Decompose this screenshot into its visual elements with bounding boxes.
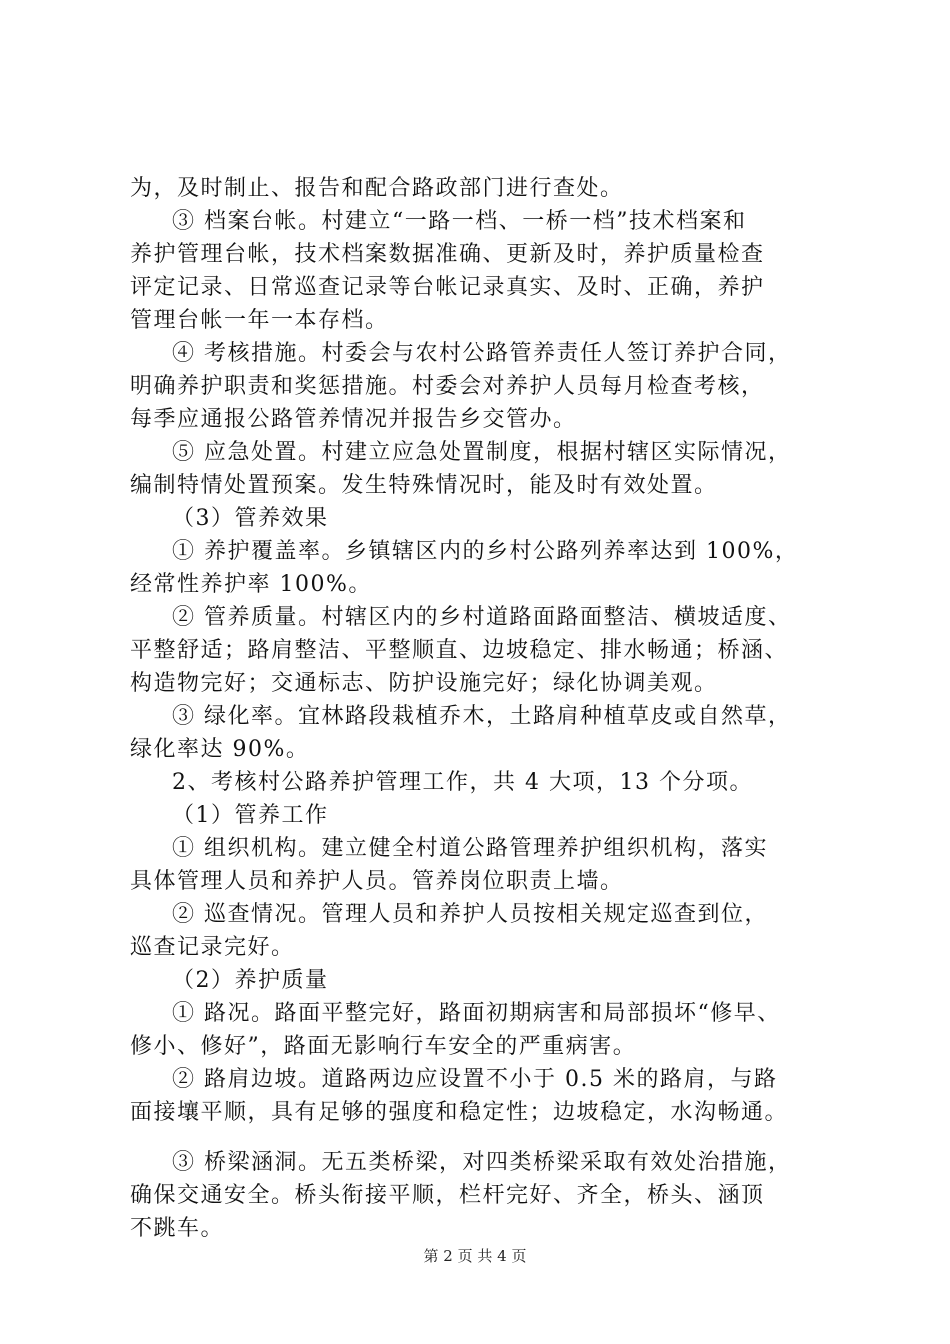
text-line: 绿化率达 90%。 [130, 737, 310, 762]
text-line: 2、考核村公路养护管理工作，共 4 大项，13 个分项。 [172, 770, 753, 795]
text-line: ② 路肩边坡。道路两边应设置不小于 0.5 米的路肩，与路 [172, 1067, 778, 1092]
text-line: 构造物完好；交通标志、防护设施完好；绿化协调美观。 [130, 671, 718, 696]
text-line: 平整舒适；路肩整洁、平整顺直、边坡稳定、排水畅通；桥涵、 [130, 638, 789, 663]
page-footer: 第 2 页 共 4 页 [423, 1247, 527, 1265]
text-line: ③ 桥梁涵洞。无五类桥梁，对四类桥梁采取有效处治措施， [172, 1150, 792, 1175]
text-line: ① 养护覆盖率。乡镇辖区内的乡村公路列养率达到 100%， [172, 539, 799, 564]
text-line: 编制特情处置预案。发生特殊情况时，能及时有效处置。 [130, 473, 718, 498]
text-line: 具体管理人员和养护人员。管养岗位职责上墙。 [130, 869, 624, 894]
text-line: 每季应通报公路管养情况并报告乡交管办。 [130, 407, 577, 432]
section-heading: （1）管养工作 [172, 803, 329, 828]
section-heading: （3）管养效果 [172, 506, 329, 531]
section-heading: （2）养护质量 [172, 968, 329, 993]
text-line: 修小、修好”，路面无影响行车安全的严重病害。 [130, 1034, 637, 1059]
text-line: 面接壤平顺，具有足够的强度和稳定性；边坡稳定，水沟畅通。 [130, 1100, 789, 1125]
text-line: 巡查记录完好。 [130, 935, 295, 960]
text-line: ① 组织机构。建立健全村道公路管理养护组织机构，落实 [172, 836, 768, 861]
text-line: ② 巡查情况。管理人员和养护人员按相关规定巡查到位， [172, 902, 768, 927]
text-line: 经常性养护率 100%。 [130, 572, 372, 597]
text-line: 养护管理台帐，技术档案数据准确、更新及时，养护质量检查 [130, 242, 765, 267]
text-line: 不跳车。 [130, 1216, 225, 1241]
text-line: 明确养护职责和奖惩措施。村委会对养护人员每月检查考核， [130, 374, 765, 399]
text-line: 确保交通安全。桥头衔接平顺，栏杆完好、齐全，桥头、涵顶 [130, 1183, 765, 1208]
text-line: ④ 考核措施。村委会与农村公路管养责任人签订养护合同， [172, 341, 792, 366]
text-line: 为，及时制止、报告和配合路政部门进行查处。 [130, 176, 624, 201]
text-line: ⑤ 应急处置。村建立应急处置制度，根据村辖区实际情况， [172, 440, 792, 465]
text-line: 管理台帐一年一本存档。 [130, 308, 389, 333]
text-line: ① 路况。路面平整完好，路面初期病害和局部损坏“修早、 [172, 1001, 781, 1026]
text-line: ③ 档案台帐。村建立“一路一档、一桥一档”技术档案和 [172, 209, 747, 234]
text-line: ② 管养质量。村辖区内的乡村道路面路面整洁、横坡适度、 [172, 605, 792, 630]
text-line: ③ 绿化率。宜林路段栽植乔木，土路肩种植草皮或自然草， [172, 704, 792, 729]
text-line: 评定记录、日常巡查记录等台帐记录真实、及时、正确，养护 [130, 275, 765, 300]
